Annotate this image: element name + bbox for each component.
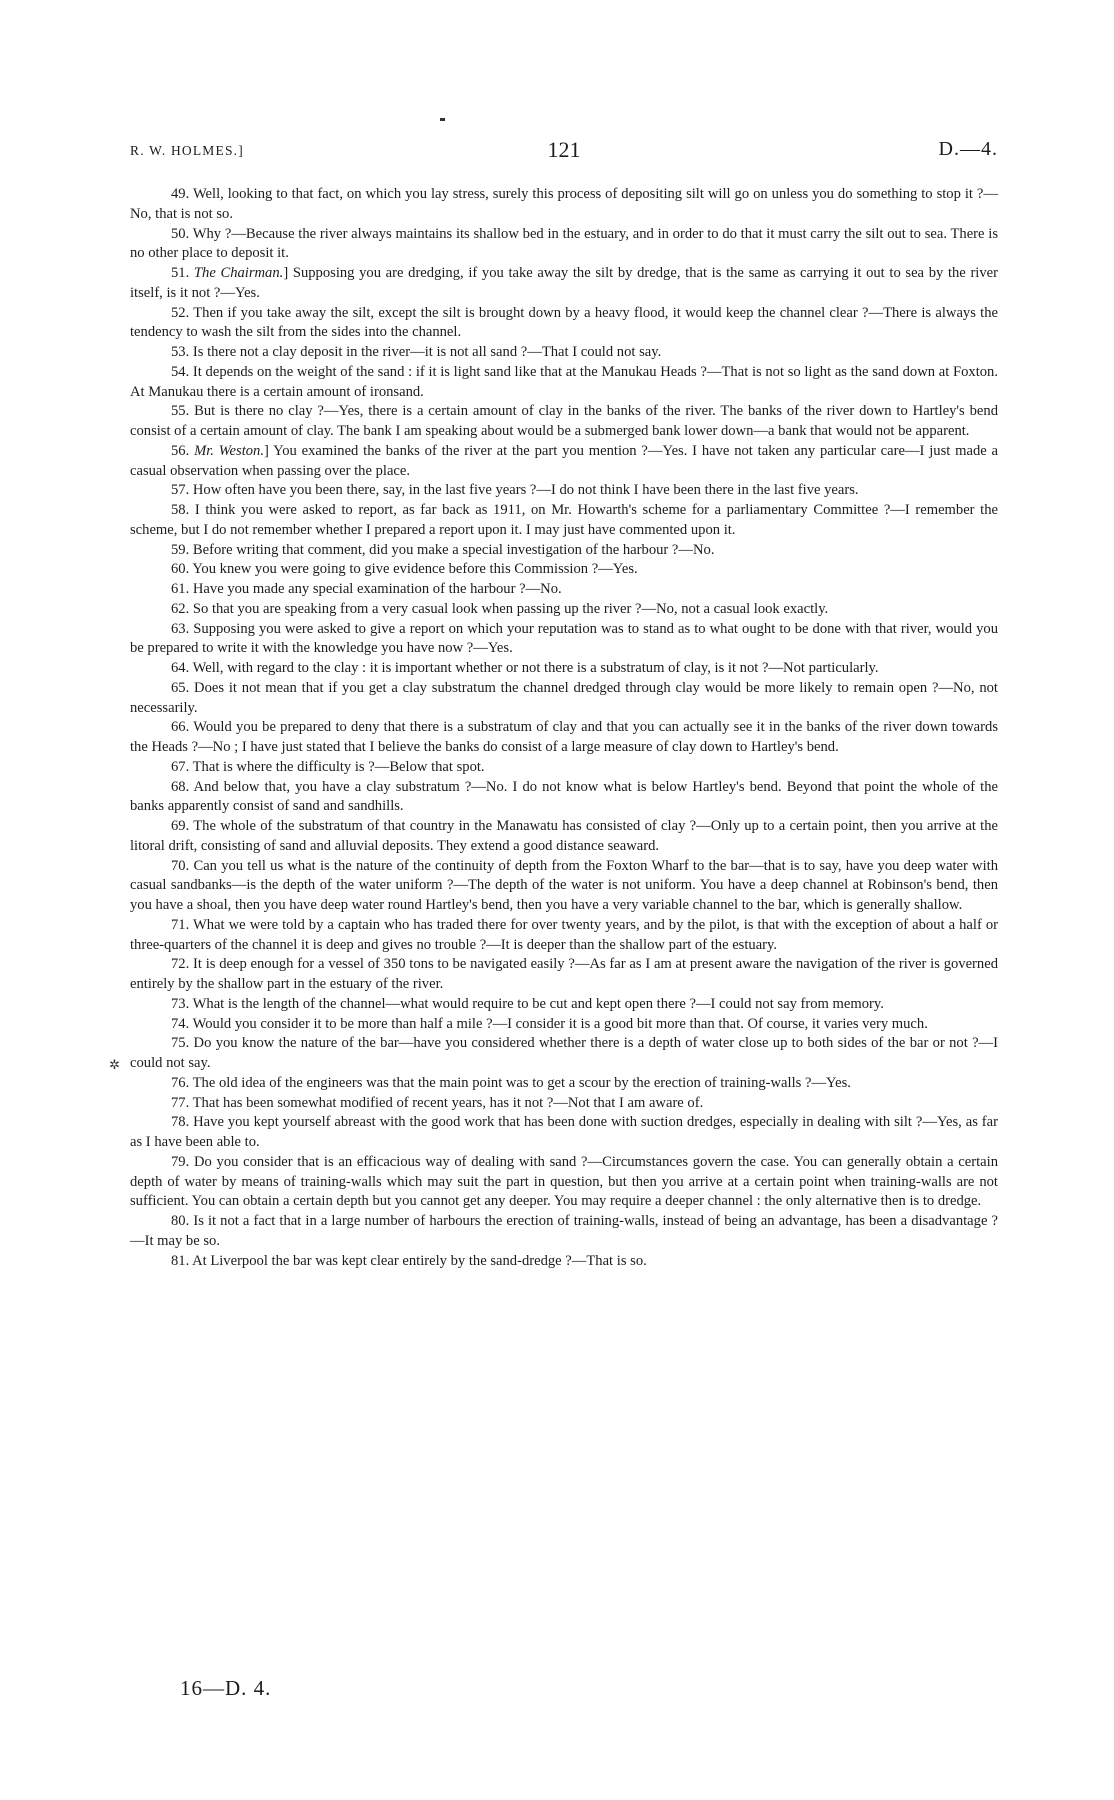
question-answer-paragraph: 54. It depends on the weight of the sand : if it is light sand like that at the Manukau Heads ?—That is not so light as the sand down at Foxton. At Manukau there is a certain amount of ironsand. bbox=[130, 363, 998, 400]
page-header bbox=[130, 137, 998, 165]
question-answer-paragraph: 79. Do you consider that is an efficacious way of dealing with sand ?—Circumstances govern the case. You can generally obtain a certain depth of water by means of training-walls which may suit the part in question, but then you arrive at a certain point when training-walls are not sufficient. You can obtain a certain depth but you cannot get any deeper. You may require a deeper channel : the only alternative then is to dredge. bbox=[130, 1153, 998, 1210]
page-number: 121 bbox=[547, 137, 581, 162]
question-answer-paragraph: 81. At Liverpool the bar was kept clear entirely by the sand-dredge ?—That is so. bbox=[171, 1252, 647, 1269]
document-code: D.—4. bbox=[938, 138, 998, 160]
question-answer-paragraph: 60. You knew you were going to give evidence before this Commission ?—Yes. bbox=[171, 561, 638, 578]
question-answer-paragraph: 71. What we were told by a captain who has traded there for over twenty years, and by the pilot, is that with the exception of about a half or three-quarters of the channel it is deep and gives no trouble ?—It is deeper than the shallow part of the estuary. bbox=[130, 916, 998, 953]
question-answer-paragraph: 58. I think you were asked to report, as far back as 1911, on Mr. Howarth's scheme for a parliamentary Committee ?—I remember the scheme, but I do not remember whether I prepared a report upon it. I may just have commented upon it. bbox=[130, 502, 998, 538]
question-answer-paragraph bbox=[130, 264, 998, 304]
question-answer-paragraph: 57. How often have you been there, say, in the last five years ?—I do not think I have been there in the last five years. bbox=[171, 482, 859, 499]
question-answer-paragraph: 64. Well, with regard to the clay : it is important whether or not there is a substratum of clay, is it not ?—Not particularly. bbox=[171, 660, 879, 676]
printer-signature: 16—D. 4. bbox=[180, 1676, 272, 1700]
question-answer-paragraph: 53. Is there not a clay deposit in the river—it is not all sand ?—That I could not say. bbox=[171, 344, 662, 360]
question-answer-paragraph: 69. The whole of the substratum of that country in the Manawatu has consisted of clay ?—Only up to a certain point, then you arrive at the litoral drift, consisting of sand and alluvial deposits. They extend a good distance seaward. bbox=[130, 818, 998, 854]
question-answer-paragraph: 66. Would you be prepared to deny that there is a substratum of clay and that you can actually see it in the banks of the river down towards the Heads ?—No ; I have just stated that I believe the banks do consist of a large measure of clay down to Hartley's bend. bbox=[130, 719, 998, 755]
paragraph-text: ] You examined the banks of the river at the part you mention ?—Yes. I have not taken any particular care—I just made a casual observation when passing over the place. bbox=[130, 442, 998, 479]
question-answer-paragraph: 77. That has been somewhat modified of recent years, has it not ?—Not that I am aware of. bbox=[171, 1094, 704, 1111]
question-answer-paragraph: 72. It is deep enough for a vessel of 350 tons to be navigated easily ?—As far as I am at present aware the navigation of the river is governed entirely by the shallow part in the estuary of the river. bbox=[130, 956, 998, 992]
question-answer-paragraph: 65. Does it not mean that if you get a clay substratum the channel dredged through clay would be more likely to remain open ?—No, not necessarily. bbox=[130, 679, 998, 716]
question-answer-paragraph: 63. Supposing you were asked to give a report on which your reputation was to stand as to what ought to be done with that river, would you be prepared to write it with the knowledge you have now ?—Yes. bbox=[130, 620, 998, 657]
question-answer-paragraph: 73. What is the length of the channel—what would require to be cut and kept open there ?—I could not say from memory. bbox=[171, 995, 884, 1012]
question-answer-paragraph: 59. Before writing that comment, did you make a special investigation of the harbour ?—No. bbox=[171, 541, 715, 558]
question-number: 51. bbox=[171, 265, 194, 281]
question-answer-paragraph: 50. Why ?—Because the river always maintains its shallow bed in the estuary, and in order to do that it must carry the silt out to sea. There is no other place to deposit it. bbox=[130, 225, 998, 262]
evidence-text bbox=[130, 185, 998, 1271]
question-answer-paragraph: 49. Well, looking to that fact, on which you lay stress, surely this process of depositing silt will go on unless you do something to stop it ?—No, that is not so. bbox=[130, 186, 998, 222]
question-answer-paragraph: 62. So that you are speaking from a very casual look when passing up the river ?—No, not a casual look exactly. bbox=[171, 600, 829, 617]
question-answer-paragraph: 52. Then if you take away the silt, except the silt is brought down by a heavy flood, it would keep the channel clear ?—There is always the tendency to wash the silt from the sides into the channel. bbox=[130, 304, 998, 341]
print-mark bbox=[440, 118, 445, 121]
speaker-name: Mr. Weston. bbox=[194, 442, 265, 459]
question-answer-paragraph: 78. Have you kept yourself abreast with the good work that has been done with suction dredges, especially in dealing with silt ?—Yes, as far as I have been able to. bbox=[130, 1114, 998, 1150]
question-answer-paragraph: 80. Is it not a fact that in a large number of harbours the erection of training-walls, instead of being an advantage, has been a disadvantage ?—It may be so. bbox=[130, 1213, 998, 1249]
speaker-name: The Chairman. bbox=[193, 265, 284, 281]
question-number: 56. bbox=[171, 442, 195, 459]
paragraph-text: ] Supposing you are dredging, if you take away the silt by dredge, that is the same as carrying it out to sea by the river itself, is it not ?—Yes. bbox=[130, 265, 998, 301]
question-answer-paragraph: 61. Have you made any special examination of the harbour ?—No. bbox=[171, 581, 562, 597]
question-answer-paragraph: 68. And below that, you have a clay substratum ?—No. I do not know what is below Hartley's bend. Beyond that point the whole of the banks apparently consist of sand and sandhills. bbox=[130, 778, 998, 815]
question-answer-paragraph: 55. But is there no clay ?—Yes, there is a certain amount of clay in the banks of the river. The banks of the river down to Hartley's bend consist of a certain amount of clay. The bank I am speaking about would be a submerged bank lower down—a bank that would not be apparent. bbox=[130, 403, 998, 439]
margin-mark: ✲ bbox=[109, 1057, 120, 1072]
question-answer-paragraph bbox=[130, 442, 998, 482]
question-answer-paragraph: 70. Can you tell us what is the nature of the continuity of depth from the Foxton Wharf to the bar—that is to say, have you deep water with casual sandbanks—is the depth of the water uniform ?—The depth of the water is not uniform. You have a deep channel at Robinson's bend, then you have a shoal, then you have deep water round Hartley's bend, then you have a very variable channel to the bar, which is generally shallow. bbox=[130, 857, 998, 913]
question-answer-paragraph: 74. Would you consider it to be more than half a mile ?—I consider it is a good bit more than that. Of course, it varies very much. bbox=[171, 1015, 928, 1032]
question-answer-paragraph: 76. The old idea of the engineers was that the main point was to get a scour by the erection of training-walls ?—Yes. bbox=[171, 1074, 851, 1091]
question-answer-paragraph: 67. That is where the difficulty is ?—Below that spot. bbox=[171, 758, 485, 775]
witness-name: R. W. HOLMES.] bbox=[130, 143, 244, 158]
question-answer-paragraph: 75. Do you know the nature of the bar—have you considered whether there is a depth of water close up to both sides of the bar or not ?—I could not say. bbox=[130, 1035, 998, 1071]
